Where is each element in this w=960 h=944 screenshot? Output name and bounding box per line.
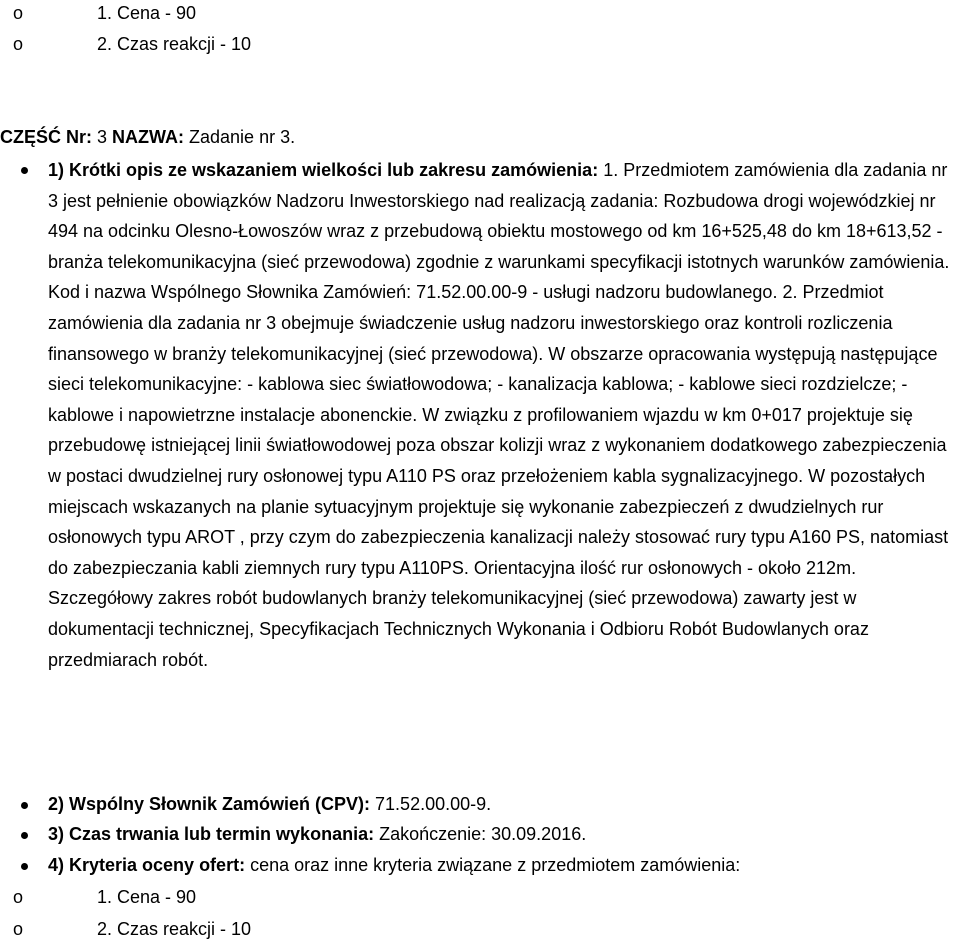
section-header (0, 126, 295, 148)
list-marker: o (13, 919, 24, 939)
section-name-label: NAZWA: (112, 127, 185, 147)
item-description (48, 155, 960, 675)
list-marker: o (13, 887, 24, 907)
item-label: 4) Kryteria oceny ofert: (48, 855, 246, 875)
section-prefix: CZĘŚĆ Nr: (0, 127, 93, 147)
item-label: 2) Wspólny Słownik Zamówień (CPV): (48, 794, 371, 814)
item-duration (48, 823, 586, 845)
criteria-text: 2. Czas reakcji - 10 (97, 34, 252, 54)
item-label: 1) Krótki opis ze wskazaniem wielkości lub zakresu zamówienia: (48, 160, 599, 180)
item-criteria (48, 854, 740, 876)
bullet-icon (21, 167, 28, 174)
list-marker: o (13, 3, 24, 23)
criteria-text: 1. Cena - 90 (97, 887, 197, 907)
item-text: cena oraz inne kryteria związane z przedmiotem zamówienia: (245, 855, 741, 875)
bullet-icon (21, 863, 28, 870)
item-label: 3) Czas trwania lub termin wykonania: (48, 824, 375, 844)
bullet-icon (21, 802, 28, 809)
item-text: Zakończenie: 30.09.2016. (374, 824, 587, 844)
criteria-text: 1. Cena - 90 (97, 3, 197, 23)
list-marker: o (13, 34, 24, 54)
section-number: 3 (92, 127, 113, 147)
item-text: 1. Przedmiotem zamówienia dla zadania nr 3 jest pełnienie obowiązków Nadzoru Inwestorskiego nad realizacją zadania: Rozbudowa drogi wojewódzkiej nr 494 na odcinku Olesno-Łowoszów wraz z przebudową obiektu mostowego od km 16+525,48 do km 18+613,52 - branża telekomunikacyjna (sieć przewodowa) zgodnie z warunkami specyfikacji istotnych warunków zamówienia. Kod i nazwa Wspólnego Słownika Zamówień: 71.52.00.00-9 - usługi nadzoru budowlanego. 2. Przedmiot zamówienia dla zadania nr 3 obejmuje świadczenie usług nadzoru inwestorskiego oraz kontroli rozliczenia finansowego w branży telekomunikacyjnej (sieć przewodowa). W obszarze opracowania występują następujące sieci telekomunikacyjne: - kablowa siec światłowodowa; - kanalizacja kablowa; - kablowe sieci rozdzielcze; - kablowe i napowietrzne instalacje abonenckie. W związku z profilowaniem wjazdu w km 0+017 projektuje się przebudowę istniejącej linii światłowodowej poza obszar kolizji wraz z wykonaniem dodatkowego zabezpieczenia w postaci dwudzielnej rury osłonowej typu A110 PS oraz przełożeniem kabla sygnalizacyjnego. W pozostałych miejscach wskazanych na planie sytuacyjnym projektuje się wykonanie zabezpieczeń z dwudzielnych rur osłonowych typu AROT , przy czym do zabezpieczenia kanalizacji należy stosować rury typu A160 PS, natomiast do zabezpieczania kabli ziemnych rury typu A110PS. Orientacyjna ilość rur osłonowych - około 212m. Szczegółowy zakres robót budowlanych branży telekomunikacyjnej (sieć przewodowa) zawarty jest w dokumentacji technicznej, Specyfikacjach Technicznych Wykonania i Odbioru Robót Budowlanych oraz przedmiarach robót. (48, 160, 950, 670)
section-name: Zadanie nr 3. (184, 127, 296, 147)
item-text: 71.52.00.00-9. (370, 794, 492, 814)
bullet-icon (21, 832, 28, 839)
criteria-text: 2. Czas reakcji - 10 (97, 919, 252, 939)
item-cpv (48, 793, 491, 815)
